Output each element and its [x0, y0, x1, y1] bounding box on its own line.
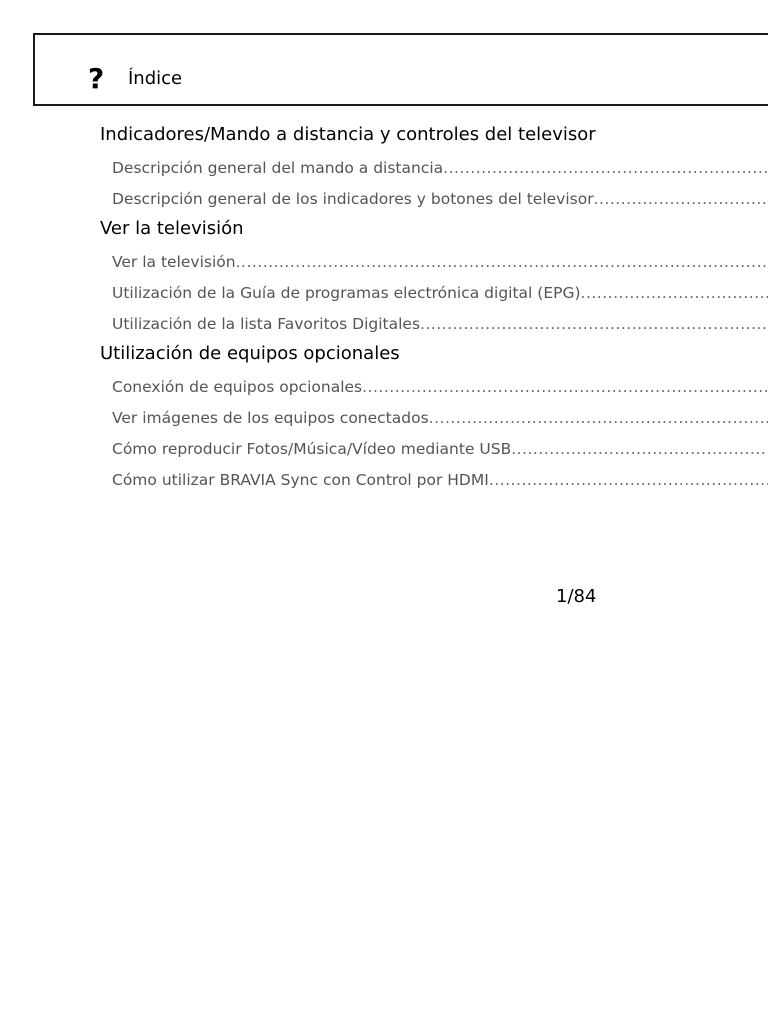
toc-entry-indicators-buttons-overview[interactable] — [112, 184, 768, 215]
toc-entry-digital-favourites[interactable] — [112, 309, 768, 340]
toc-entry-label: Cómo utilizar BRAVIA Sync con Control por HDMI — [112, 471, 489, 489]
toc-entry-label: Cómo reproducir Fotos/Música/Vídeo mediante USB — [112, 440, 512, 458]
toc-entry-epg-guide[interactable] — [112, 278, 768, 309]
dot-leader — [594, 184, 768, 215]
toc-entry-label: Utilización de la lista Favoritos Digitales — [112, 315, 421, 333]
toc-entry-label: Descripción general del mando a distancia — [112, 159, 444, 177]
dot-leader — [420, 309, 768, 340]
page-title: Índice — [128, 68, 183, 89]
toc-entry-label: Utilización de la Guía de programas electrónica digital (EPG) — [112, 284, 581, 302]
toc-entry-label: Ver imágenes de los equipos conectados — [112, 409, 429, 427]
toc-entry-label: Ver la televisión — [112, 253, 236, 271]
toc-entry-connecting-equipment[interactable] — [112, 372, 768, 403]
dot-leader — [581, 278, 768, 309]
dot-leader — [362, 372, 768, 403]
toc-entry-connected-equipment-images[interactable] — [112, 403, 768, 434]
dot-leader — [489, 465, 768, 496]
dot-leader — [511, 434, 768, 465]
toc-entry-watching-tv[interactable] — [112, 247, 768, 278]
page-indicator: 1/84 — [556, 586, 597, 607]
toc-entry-usb-playback[interactable] — [112, 434, 768, 465]
toc-entry-label: Descripción general de los indicadores y botones del televisor — [112, 190, 594, 208]
toc-entry-bravia-sync-hdmi[interactable] — [112, 465, 768, 496]
toc-entry-remote-overview[interactable] — [112, 153, 768, 184]
toc-entry-label: Conexión de equipos opcionales — [112, 378, 363, 396]
table-of-contents — [0, 121, 768, 496]
help-question-icon[interactable]: ? — [88, 62, 105, 95]
dot-leader — [236, 247, 768, 278]
dot-leader — [443, 153, 768, 184]
dot-leader — [429, 403, 768, 434]
toc-section-optional-equipment[interactable]: Utilización de equipos opcionales — [100, 343, 400, 364]
toc-section-remote-and-controls[interactable]: Indicadores/Mando a distancia y controles del televisor — [100, 124, 596, 145]
toc-section-watching-tv[interactable]: Ver la televisión — [100, 218, 244, 239]
